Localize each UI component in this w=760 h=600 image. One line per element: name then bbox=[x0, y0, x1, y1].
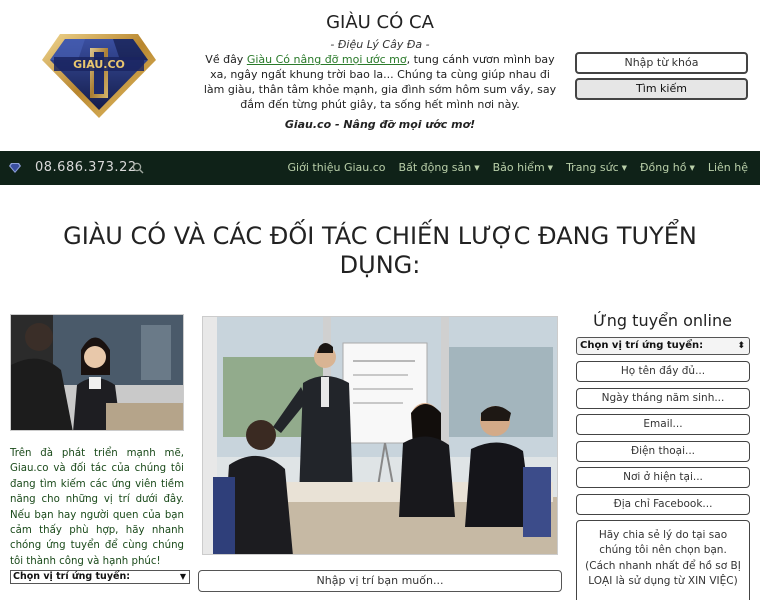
reason-textarea[interactable]: Hãy chia sẻ lý do tại sao chúng tôi nên chọn bạn. (Cách nhanh nhất để hồ sơ BỊ LOẠI là sử dụng từ XIN VIỆC) bbox=[576, 520, 750, 600]
select-label: Chọn vị trí ứng tuyển: bbox=[13, 571, 131, 582]
search-input[interactable]: Nhập từ khóa bbox=[575, 52, 748, 74]
select-label: Chọn vị trí ứng tuyển: bbox=[580, 340, 704, 351]
site-header bbox=[0, 0, 760, 150]
diamond-logo-icon[interactable] bbox=[40, 30, 158, 120]
site-description bbox=[200, 52, 560, 112]
meeting-photo bbox=[202, 316, 558, 555]
address-field[interactable]: Nơi ở hiện tại... bbox=[576, 467, 750, 488]
office-photo-small bbox=[10, 314, 184, 431]
nav-item-label: Liên hệ bbox=[707, 161, 748, 174]
facebook-field[interactable]: Địa chỉ Facebook... bbox=[576, 494, 750, 515]
nav-item-label: Bất động sản bbox=[398, 161, 472, 174]
nav-item-bat-dong-san[interactable] bbox=[399, 161, 480, 174]
nav-item-label: Trang sức bbox=[566, 161, 619, 174]
description-link[interactable]: Giàu Có nâng đỡ mọi ước mơ bbox=[246, 53, 407, 66]
logo-text: GIAU.CO bbox=[73, 58, 125, 71]
nav-item-bao-hiem[interactable] bbox=[493, 161, 553, 174]
caret-down-icon: ▼ bbox=[547, 164, 554, 172]
search-button[interactable]: Tìm kiếm bbox=[575, 78, 748, 100]
nav-item-gioi-thieu[interactable] bbox=[288, 161, 386, 174]
nav-item-label: Đồng hồ bbox=[640, 161, 687, 174]
position-select-left[interactable] bbox=[10, 570, 190, 584]
nav-item-dong-ho[interactable] bbox=[640, 161, 695, 174]
apply-online-title: Ứng tuyển online bbox=[593, 311, 732, 330]
nav-phone-number[interactable]: 08.686.373.22 bbox=[35, 160, 137, 175]
email-field[interactable]: Email... bbox=[576, 414, 750, 435]
position-input[interactable]: Nhập vị trí bạn muốn... bbox=[198, 570, 562, 592]
search-icon[interactable] bbox=[132, 162, 144, 174]
page-title: GIÀU CÓ VÀ CÁC ĐỐI TÁC CHIẾN LƯỢC ĐANG TUYỂN DỤNG: bbox=[63, 222, 697, 279]
apply-position-select[interactable] bbox=[576, 337, 750, 355]
nav-item-label: Giới thiệu Giau.co bbox=[287, 161, 386, 174]
site-title: GIÀU CÓ CA bbox=[326, 12, 434, 33]
diamond-icon[interactable] bbox=[9, 163, 21, 173]
office-photo-illustration bbox=[11, 315, 184, 431]
nav-item-label: Bảo hiểm bbox=[492, 161, 545, 174]
site-slogan: Giau.co - Nâng đỡ mọi ước mơ! bbox=[284, 118, 476, 131]
nav-item-trang-suc[interactable] bbox=[566, 161, 627, 174]
meeting-photo-illustration bbox=[203, 317, 558, 555]
chevron-down-icon: ⬍ bbox=[737, 341, 745, 351]
description-rest: , tung cánh vươn mình bay xa, ngây ngất khung trời bao la... Chúng ta cùng giúp nhau đi làm giàu, thân tâm khỏe mạnh, gia đình sớm hôm sum vầy, say đắm đến từng phút giây, ta sống hết mình nơi này. bbox=[203, 53, 557, 111]
main-navbar bbox=[0, 151, 760, 185]
site-subtitle: - Điệu Lý Cây Đa - bbox=[330, 38, 430, 51]
caret-down-icon: ▼ bbox=[689, 164, 695, 172]
caret-down-icon: ▼ bbox=[474, 164, 480, 172]
recruitment-intro: Trên đà phát triển mạnh mẽ, Giau.co và đối tác của chúng tôi đang tìm kiếm các ứng viên tiềm năng cho những vị trí dưới đây. Nếu bạn hay người quen của bạn cảm thấy phù hợp, hãy nhanh chóng ứng tuyển để cùng chúng tôi thành công và hạnh phúc! bbox=[10, 448, 184, 567]
nav-item-lien-he[interactable] bbox=[708, 161, 748, 174]
birthdate-field[interactable]: Ngày tháng năm sinh... bbox=[576, 388, 750, 409]
description-prefix: Về đây bbox=[205, 53, 247, 66]
phone-field[interactable]: Điện thoại... bbox=[576, 441, 750, 462]
caret-down-icon: ▼ bbox=[621, 164, 628, 172]
nav-menu bbox=[288, 161, 748, 174]
chevron-down-icon: ▼ bbox=[179, 572, 186, 581]
fullname-field[interactable]: Họ tên đầy đủ... bbox=[576, 361, 750, 382]
